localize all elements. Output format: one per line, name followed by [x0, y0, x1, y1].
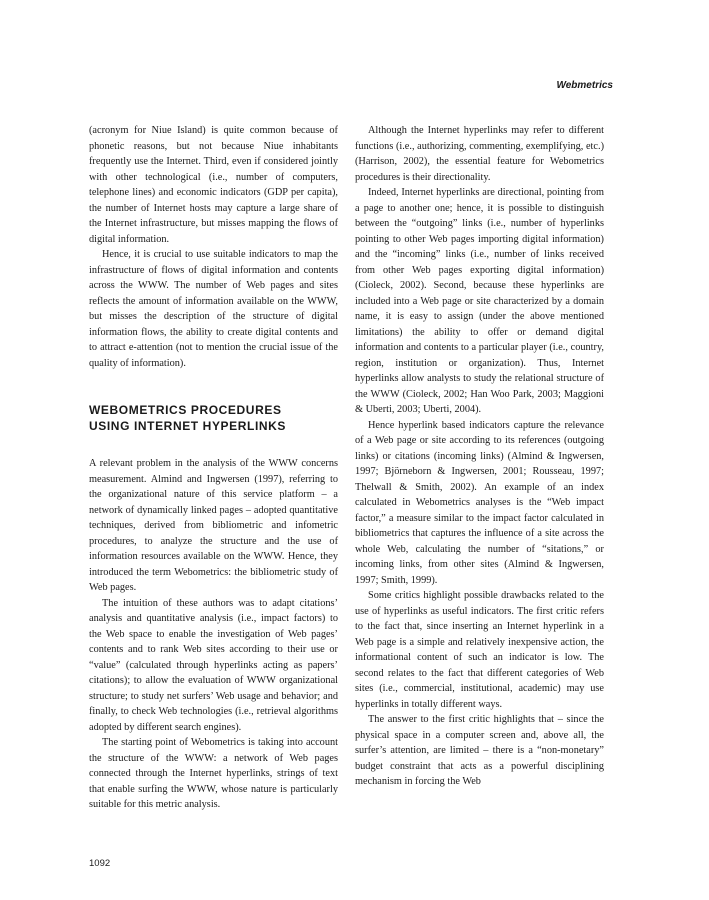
- paragraph: Indeed, Internet hyperlinks are directional, pointing from a page to another one; hence, it is possible to distinguish between the “outgoing” links (i.e., number of hyperlinks pointing to other Web pages importing digital information) and the “incoming” links (i.e., number of links received from other Web pages exporting digital information) (Cioleck, 2002). Second, because these hyperlinks are included into a Web page or site characterized by a domain name, it is easy to assign (under the above mentioned limitations) the ability to offer or demand digital information and contents to a particular player (i.e., country, region, institution or organization). Thus, Internet hyperlinks allow analysts to study the relational structure of the WWW (Cioleck, 2002; Han Woo Park, 2003; Maggioni & Uberti, 2003; Uberti, 2004).: [355, 187, 604, 415]
- right-column: [355, 123, 604, 790]
- paragraph: The intuition of these authors was to adapt citations’ analysis and quantitative analysis (i.e., impact factors) to the Web space to enable the investigation of Web pages’ contents and to rank Web sites according to their use or “value” (calculated through hyperlinks acting as papers’ citations); to allow the evaluation of WWW organizational structure; to study net surfers’ Web usage and behavior; and finally, to check Web technologies (i.e., retrieval algorithms adopted by different search engines).: [89, 597, 338, 733]
- paragraph: Although the Internet hyperlinks may refer to different functions (i.e., authorizing, commenting, exemplifying, etc.) (Harrison, 2002), the essential feature for Webometrics procedures is their directionality.: [355, 125, 604, 183]
- paragraph: The answer to the first critic highlights that – since the physical space in a computer screen and, above all, the surfer’s attention, are limited – there is a “non-monetary” budget constraint that acts as a powerful disciplining mechanism in forcing the Web: [355, 714, 604, 787]
- paragraph: A relevant problem in the analysis of the WWW concerns measurement. Almind and Ingwersen (1997), referring to the organizational nature of this service platform – a network of dynamically linked pages – adopted quantitative techniques, derived from bibliometric and infometric procedures, to analyze the structure and the use of information resources available on the WWW. Hence, they introduced the term Webometrics: the bibliometric study of Web pages.: [89, 458, 338, 593]
- paragraph: Hence, it is crucial to use suitable indicators to map the infrastructure of flows of digital information and contents across the WWW. The number of Web pages and sites reflects the amount of information available on the WWW, but misses the description of the structure of digital information flows, the ability to create digital contents and to attract e-attention (not to mention the crucial issue of the quality of information).: [89, 249, 338, 369]
- paragraph: The starting point of Webometrics is taking into account the structure of the WWW: a network of Web pages connected through the Internet hyperlinks, strings of text that enable surfing the WWW, whose nature is particularly suitable for this metric analysis.: [89, 737, 338, 810]
- paragraph: Some critics highlight possible drawbacks related to the use of hyperlinks as useful indicators. The first critic refers to the fact that, since inserting an Internet hyperlink in a Web page is a simple and relatively inexpensive action, the informational content of such an indicator is low. The second relates to the fact that different categories of Web sites (i.e., commercial, institutional, academic) may use hyperlinks in totally different ways.: [355, 590, 604, 710]
- section-heading-line-1: WEBOMETRICS PROCEDURES: [89, 403, 282, 417]
- paragraph: (acronym for Niue Island) is quite common because of phonetic reasons, but not because Niue inhabitants frequently use the Internet. Third, even if considered jointly with other technological (i.e., number of computers, telephone lines) and economic indicators (GDP per capita), the number of Internet hosts may capture a large share of the Internet infrastructure, but misses mapping the flows of digital information.: [89, 125, 338, 245]
- left-column: [89, 123, 338, 813]
- paragraph: Hence hyperlink based indicators capture the relevance of a Web page or site according to its references (outgoing links) or citations (incoming links) (Almind & Ingwersen, 1997; Björneborn & Ingwersen, 2001; Rousseau, 1997; Thelwall & Smith, 2002). An example of an index calculated in Webometrics analyses is the “Web impact factor,” a measure similar to the impact factor calculated in bibliometrics that captures the influence of a site across the whole Web, calculating the number of “sitations,” or incoming links, from other sites (Almind & Ingwersen, 1997; Smith, 1999).: [355, 419, 604, 586]
- page-number: 1092: [89, 858, 111, 869]
- section-heading-line-2: USING INTERNET HYPERLINKS: [89, 419, 287, 433]
- running-head-title: Webmetrics: [556, 80, 613, 91]
- section-heading: [89, 402, 338, 434]
